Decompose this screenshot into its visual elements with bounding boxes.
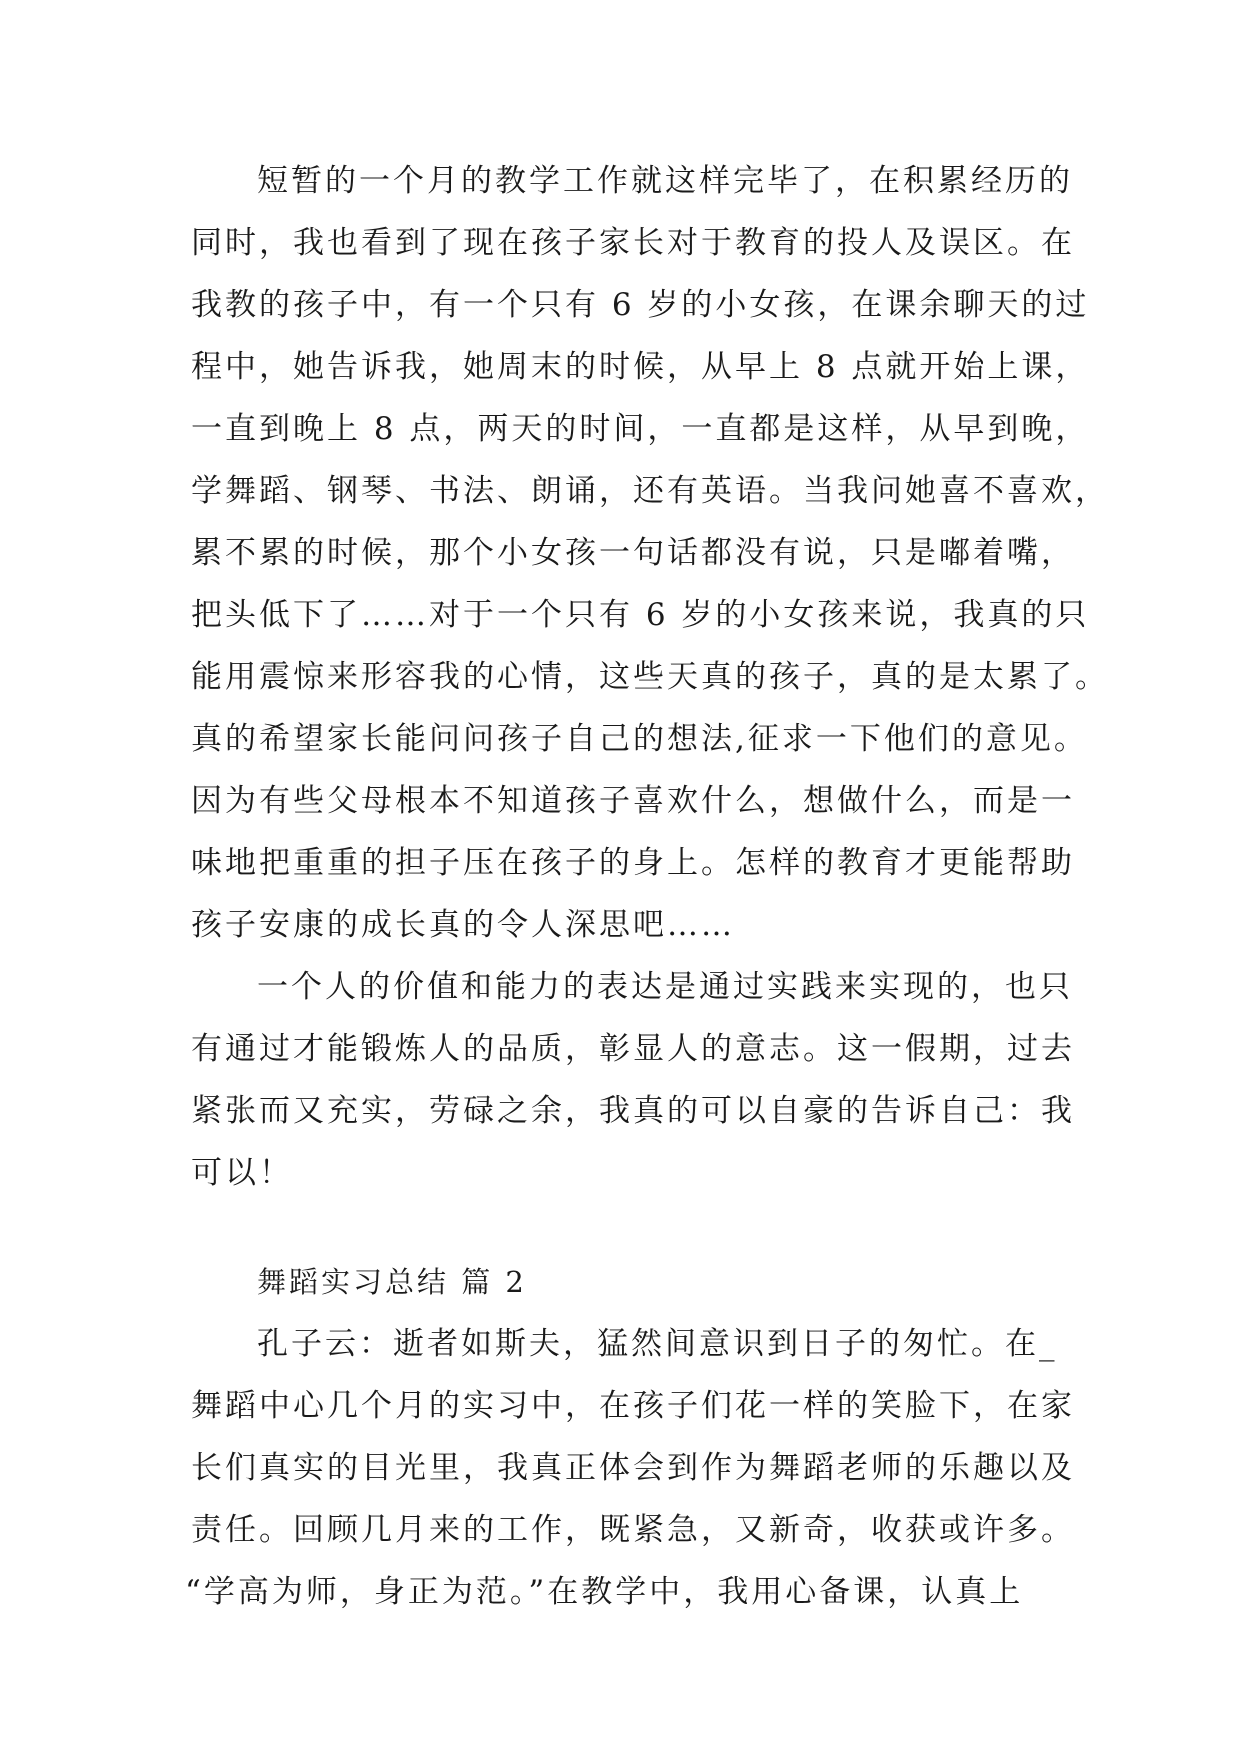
paragraph-line: 长们真实的目光里，我真正体会到作为舞蹈老师的乐趣以及 <box>191 1450 1075 1486</box>
paragraph-line: 我教的孩子中，有一个只有 6 岁的小女孩，在课余聊天的过 <box>191 287 1090 323</box>
paragraph-line: “学高为师，身正为范。”在教学中，我用心备课，认真上 <box>185 1574 1024 1610</box>
paragraph-line: 因为有些父母根本不知道孩子喜欢什么，想做什么，而是一 <box>191 783 1075 819</box>
paragraph-line: 味地把重重的担子压在孩子的身上。怎样的教育才更能帮助 <box>191 845 1075 881</box>
paragraph-line: 孩子安康的成长真的令人深思吧…… <box>191 907 735 943</box>
paragraph-line: 责任。回顾几月来的工作，既紧急，又新奇，收获或许多。 <box>191 1512 1075 1548</box>
paragraph-line: 程中，她告诉我，她周末的时候，从早上 8 点就开始上课， <box>191 349 1090 385</box>
paragraph-line: 一个人的价值和能力的表达是通过实践来实现的，也只 <box>257 969 1073 1005</box>
paragraph-line: 舞蹈中心几个月的实习中，在孩子们花一样的笑脸下，在家 <box>191 1388 1075 1424</box>
paragraph-line: 一直到晚上 8 点，两天的时间，一直都是这样，从早到晚， <box>191 411 1090 447</box>
paragraph-line: 有通过才能锻炼人的品质，彰显人的意志。这一假期，过去 <box>191 1031 1075 1067</box>
section-heading: 舞蹈实习总结 篇 2 <box>257 1265 527 1299</box>
paragraph-line: 把头低下了……对于一个只有 6 岁的小女孩来说，我真的只 <box>191 597 1090 633</box>
paragraph-line: 能用震惊来形容我的心情，这些天真的孩子，真的是太累了。 <box>191 659 1109 695</box>
paragraph-line: 同时，我也看到了现在孩子家长对于教育的投人及误区。在 <box>191 225 1075 261</box>
paragraph-line: 孔子云：逝者如斯夫，猛然间意识到日子的匆忙。在_ <box>257 1326 1058 1362</box>
paragraph-line: 累不累的时候，那个小女孩一句话都没有说，只是嘟着嘴， <box>191 535 1075 571</box>
paragraph-line: 短暂的一个月的教学工作就这样完毕了，在积累经历的 <box>257 163 1073 199</box>
paragraph-line: 紧张而又充实，劳碌之余，我真的可以自豪的告诉自己：我 <box>191 1093 1075 1129</box>
paragraph-line: 可以！ <box>191 1155 293 1191</box>
paragraph-line: 真的希望家长能问问孩子自己的想法,征求一下他们的意见。 <box>191 721 1088 757</box>
paragraph-line: 学舞蹈、钢琴、书法、朗诵，还有英语。当我问她喜不喜欢， <box>191 473 1109 509</box>
